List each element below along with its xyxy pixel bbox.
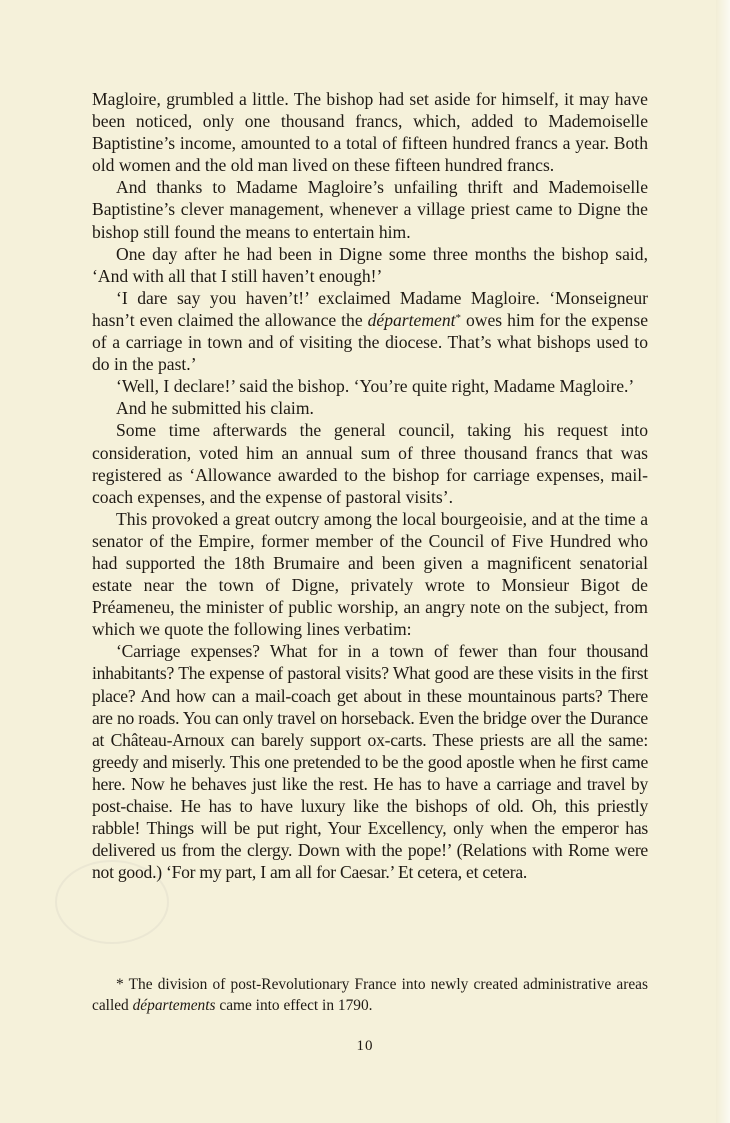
quoted-letter: ‘Carriage expenses? What for in a town of fewer than four thousand inhabitants? The expense of pastoral visits? What good are these visits in the first place? And how can a mail-coach get about in these mountainous parts? There are no roads. You can only travel on horseback. Even the bridge over the Durance at Château-Arnoux can barely support ox-carts. These priests are all the same: greedy and miserly. This one pretended to be the good apostle when he first came here. Now he behaves just like the rest. He has to have a carriage and travel by post-chaise. He has to have luxury like the bishops of old. Oh, this priestly rabble! Things will be put right, Your Excellency, only when the emperor has delivered us from the clergy. Down with the pope!’ (Relations with Rome were not good.) ‘For my part, I am all for Caesar.’ Et cetera, et cetera.	[92, 641, 648, 883]
paragraph: Magloire, grumbled a little. The bishop had set aside for himself, it may have been noticed, only one thousand francs, which, added to Mademoiselle Baptistine’s income, amounted to a total of fifteen hundred francs a year. Both old women and the old man lived on these fifteen hundred francs.	[92, 89, 648, 176]
italic-term: département	[367, 309, 456, 330]
footnote	[92, 975, 648, 1016]
paragraph-text: owes him for the expense of a carriage in town and of visiting the diocese. That’s what bishops used to do in the past.’	[92, 309, 649, 375]
page-edge	[716, 0, 730, 1123]
paragraph: This provoked a great outcry among the local bourgeoisie, and at the time a senator of the Empire, former member of the Council of Five Hundred who had supported the 18th Brumaire and been given a magnificent senatorial estate near the town of Digne, privately wrote to Monsieur Bigot de Préameneu, the minister of public worship, an angry note on the subject, from which we quote the following lines verbatim:	[92, 508, 648, 640]
paragraph: ‘Well, I declare!’ said the bishop. ‘You’re quite right, Madame Magloire.’	[116, 376, 635, 397]
body-text	[92, 88, 648, 883]
paragraph-with-footnote-ref	[92, 287, 648, 375]
paragraph: One day after he had been in Digne some three months the bishop said, ‘And with all that I still haven’t enough!’	[92, 243, 648, 286]
paragraph: Some time afterwards the general council, taking his request into consideration, voted him an annual sum of three thousand francs that was registered as ‘Allowance awarded to the bishop for carriage expenses, mail-coach expenses, and the expense of pastoral visits’.	[92, 420, 648, 507]
page-number: 10	[356, 1038, 374, 1054]
italic-term: départements	[132, 996, 216, 1014]
footnote-marker: *	[455, 311, 462, 324]
footnote-text: The division of post-Revolutionary France into newly created administrative areas called	[92, 976, 648, 1014]
footnote-marker: *	[116, 976, 124, 993]
paragraph: And he submitted his claim.	[116, 398, 314, 419]
footnote-text: came into effect in 1790.	[215, 996, 373, 1014]
paragraph: And thanks to Madame Magloire’s unfailing thrift and Mademoiselle Baptistine’s clever management, whenever a village priest came to Digne the bishop still found the means to entertain him.	[92, 177, 648, 242]
paragraph-text: ‘I dare say you haven’t!’ exclaimed Madame Magloire. ‘Monseigneur hasn’t even claimed the allowance the	[92, 287, 648, 330]
